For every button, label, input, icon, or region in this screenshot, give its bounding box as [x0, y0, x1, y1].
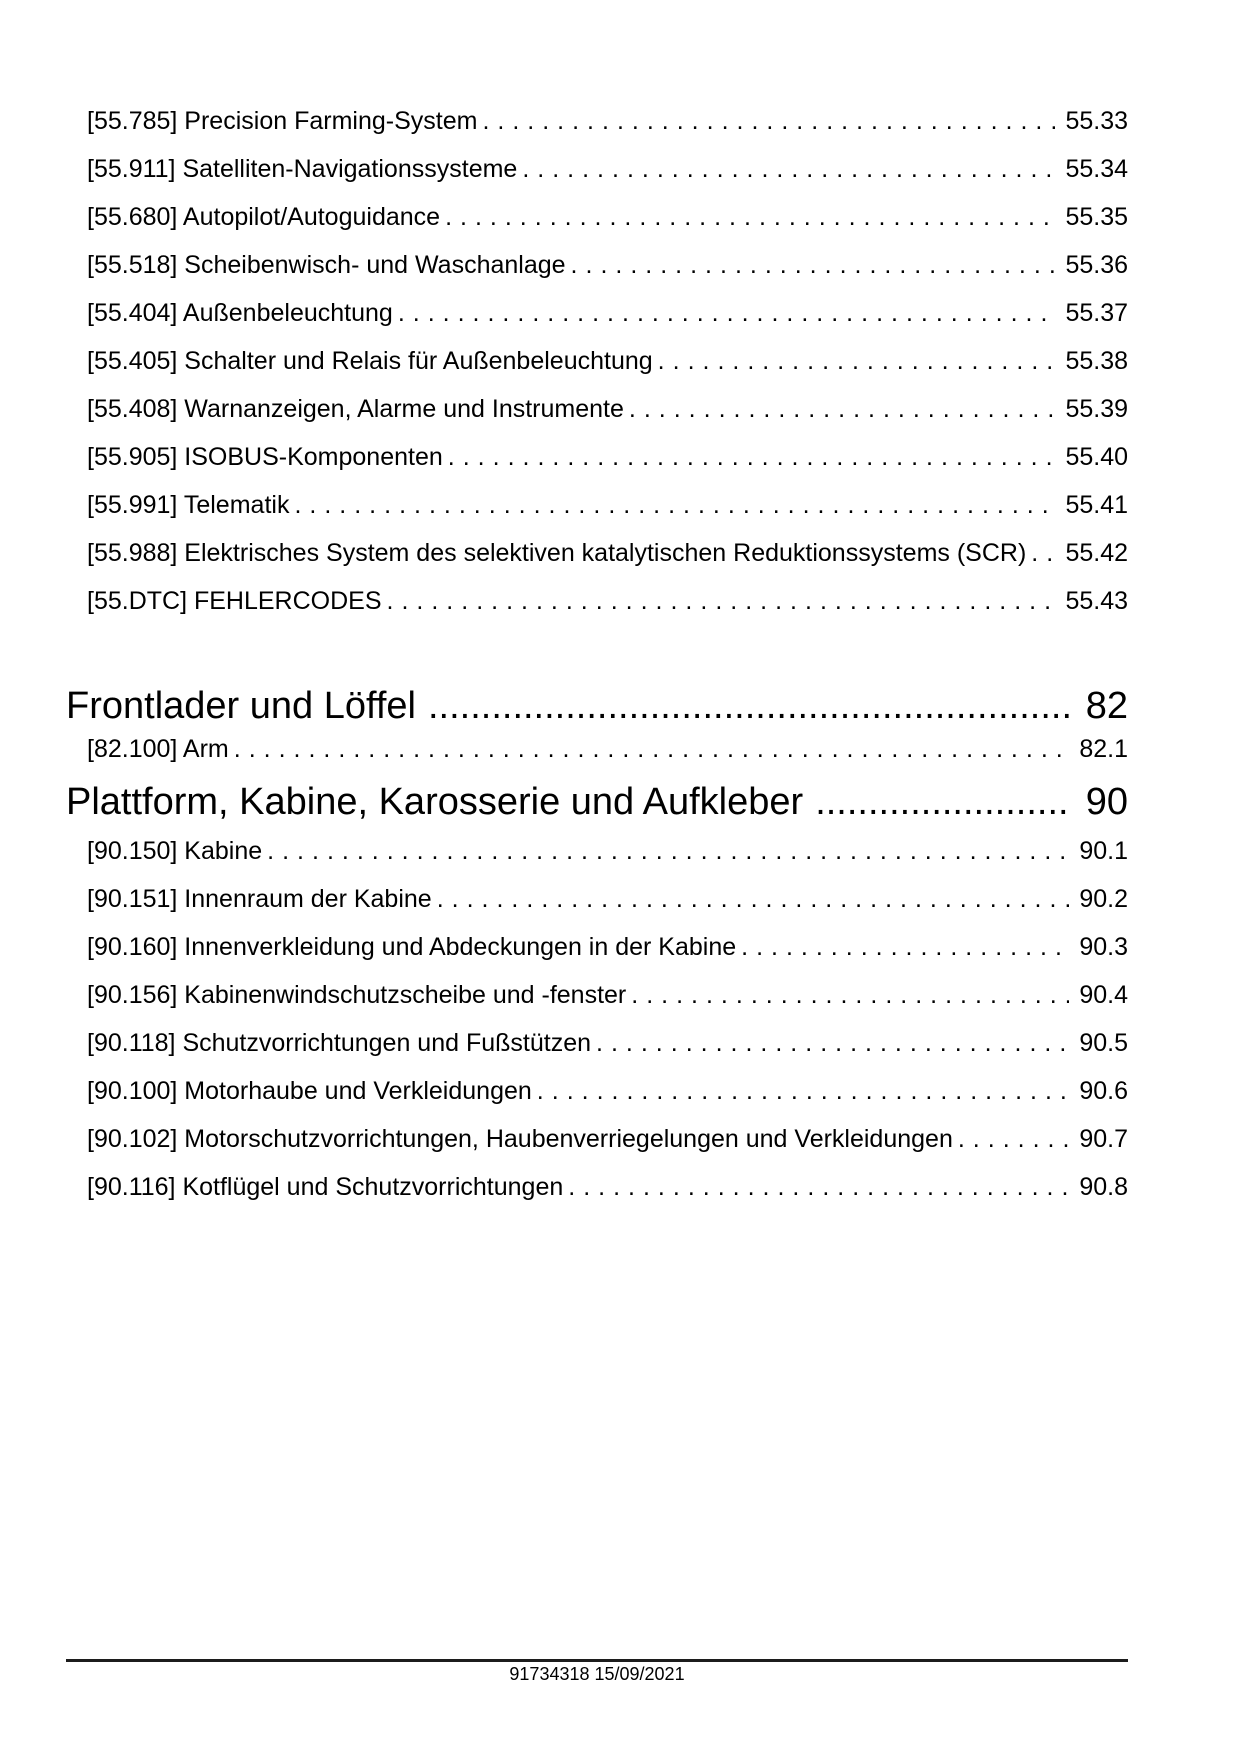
toc-entry-page: 90.1: [1079, 837, 1128, 865]
toc-entry-page: 55.33: [1065, 107, 1128, 135]
toc-entry: [66, 193, 1128, 241]
toc-section-heading: [66, 684, 1128, 728]
toc-entry-label: [55.680] Autopilot/Autoguidance: [87, 203, 441, 231]
toc-entry-label: [90.151] Innenraum der Kabine: [87, 885, 432, 913]
footer-text: 91734318 15/09/2021: [509, 1664, 685, 1684]
toc-section-title: Plattform, Kabine, Karosserie und Aufkleber: [66, 781, 804, 823]
toc-entry-page: 55.36: [1065, 251, 1128, 279]
leader-dots: [267, 827, 1069, 875]
toc-entry-label: [55.DTC] FEHLERCODES: [87, 587, 382, 615]
toc-entry-label: [82.100] Arm: [87, 735, 229, 763]
toc-entry-label: [55.905] ISOBUS-Komponenten: [87, 443, 443, 471]
page-footer: [66, 1659, 1128, 1685]
toc-entry: [66, 529, 1128, 577]
leader-dots: [741, 923, 1069, 971]
toc-list: [66, 97, 1128, 1211]
toc-entry: [66, 433, 1128, 481]
toc-entry-page: 55.42: [1065, 539, 1128, 567]
toc-entry-page: 55.37: [1065, 299, 1128, 327]
toc-entry-page: 55.34: [1065, 155, 1128, 183]
toc-entry-label: [55.405] Schalter und Relais für Außenbeleuchtung: [87, 347, 653, 375]
leader-dots: [571, 241, 1056, 289]
leader-dots: [596, 1019, 1069, 1067]
toc-entry-label: [90.102] Motorschutzvorrichtungen, Haubenverriegelungen und Verkleidungen: [87, 1125, 953, 1153]
toc-entry-page: 90.8: [1079, 1173, 1128, 1201]
toc-entry: [66, 923, 1128, 971]
toc-entry: [66, 971, 1128, 1019]
toc-entry-page: 90.4: [1079, 981, 1128, 1009]
toc-entry-page: 55.40: [1065, 443, 1128, 471]
toc-entry-label: [90.116] Kotflügel und Schutzvorrichtungen: [87, 1173, 564, 1201]
toc-entry-page: 55.35: [1065, 203, 1128, 231]
toc-entry-label: [55.518] Scheibenwisch- und Waschanlage: [87, 251, 566, 279]
toc-entry: [66, 827, 1128, 875]
toc-entry-page: 90.7: [1079, 1125, 1128, 1153]
leader-dots: [815, 780, 1070, 824]
toc-entry: [66, 97, 1128, 145]
toc-section-page: 82: [1085, 685, 1128, 727]
leader-dots: [958, 1115, 1069, 1163]
toc-entry-label: [90.156] Kabinenwindschutzscheibe und -fenster: [87, 981, 627, 1009]
toc-entry: [66, 875, 1128, 923]
leader-dots: [568, 1163, 1069, 1211]
toc-entry: [66, 385, 1128, 433]
toc-entry: [66, 577, 1128, 625]
leader-dots: [398, 289, 1056, 337]
leader-dots: [482, 97, 1055, 145]
toc-entry: [66, 1163, 1128, 1211]
toc-entry-page: 55.43: [1065, 587, 1128, 615]
toc-section-heading: [66, 780, 1128, 824]
toc-entry: [66, 481, 1128, 529]
leader-dots: [658, 337, 1056, 385]
toc-entry: [66, 1019, 1128, 1067]
toc-entry: [66, 1115, 1128, 1163]
toc-entry-label: [90.100] Motorhaube und Verkleidungen: [87, 1077, 532, 1105]
toc-entry: [66, 289, 1128, 337]
leader-dots: [631, 971, 1069, 1019]
toc-entry-page: 55.38: [1065, 347, 1128, 375]
toc-entry: [66, 725, 1128, 773]
toc-entry-page: 55.41: [1065, 491, 1128, 519]
leader-dots: [234, 725, 1070, 773]
leader-dots: [537, 1067, 1070, 1115]
leader-dots: [387, 577, 1056, 625]
toc-entry-label: [55.911] Satelliten-Navigationssysteme: [87, 155, 518, 183]
leader-dots: [428, 684, 1070, 728]
toc-entry-page: 90.6: [1079, 1077, 1128, 1105]
toc-entry: [66, 241, 1128, 289]
toc-entry-label: [55.991] Telematik: [87, 491, 290, 519]
toc-entry-page: 90.5: [1079, 1029, 1128, 1057]
toc-entry-label: [90.150] Kabine: [87, 837, 263, 865]
leader-dots: [1031, 529, 1055, 577]
leader-dots: [522, 145, 1055, 193]
toc-entry-label: [55.785] Precision Farming-System: [87, 107, 478, 135]
toc-entry-label: [55.404] Außenbeleuchtung: [87, 299, 393, 327]
toc-entry-label: [55.408] Warnanzeigen, Alarme und Instrumente: [87, 395, 624, 423]
toc-entry-label: [90.118] Schutzvorrichtungen und Fußstützen: [87, 1029, 592, 1057]
toc-entry-page: 90.3: [1079, 933, 1128, 961]
toc-entry: [66, 1067, 1128, 1115]
leader-dots: [448, 433, 1056, 481]
toc-section-page: 90: [1085, 781, 1128, 823]
toc-entry-page: 82.1: [1079, 735, 1128, 763]
leader-dots: [445, 193, 1055, 241]
toc-entry: [66, 337, 1128, 385]
leader-dots: [294, 481, 1055, 529]
leader-dots: [629, 385, 1056, 433]
toc-section-title: Frontlader und Löffel: [66, 685, 416, 727]
toc-entry-label: [90.160] Innenverkleidung und Abdeckungen in der Kabine: [87, 933, 737, 961]
toc-entry-page: 55.39: [1065, 395, 1128, 423]
toc-entry-label: [55.988] Elektrisches System des selektiven katalytischen Reduktionssystems (SCR): [87, 539, 1027, 567]
leader-dots: [437, 875, 1070, 923]
toc-entry-page: 90.2: [1079, 885, 1128, 913]
toc-entry: [66, 145, 1128, 193]
